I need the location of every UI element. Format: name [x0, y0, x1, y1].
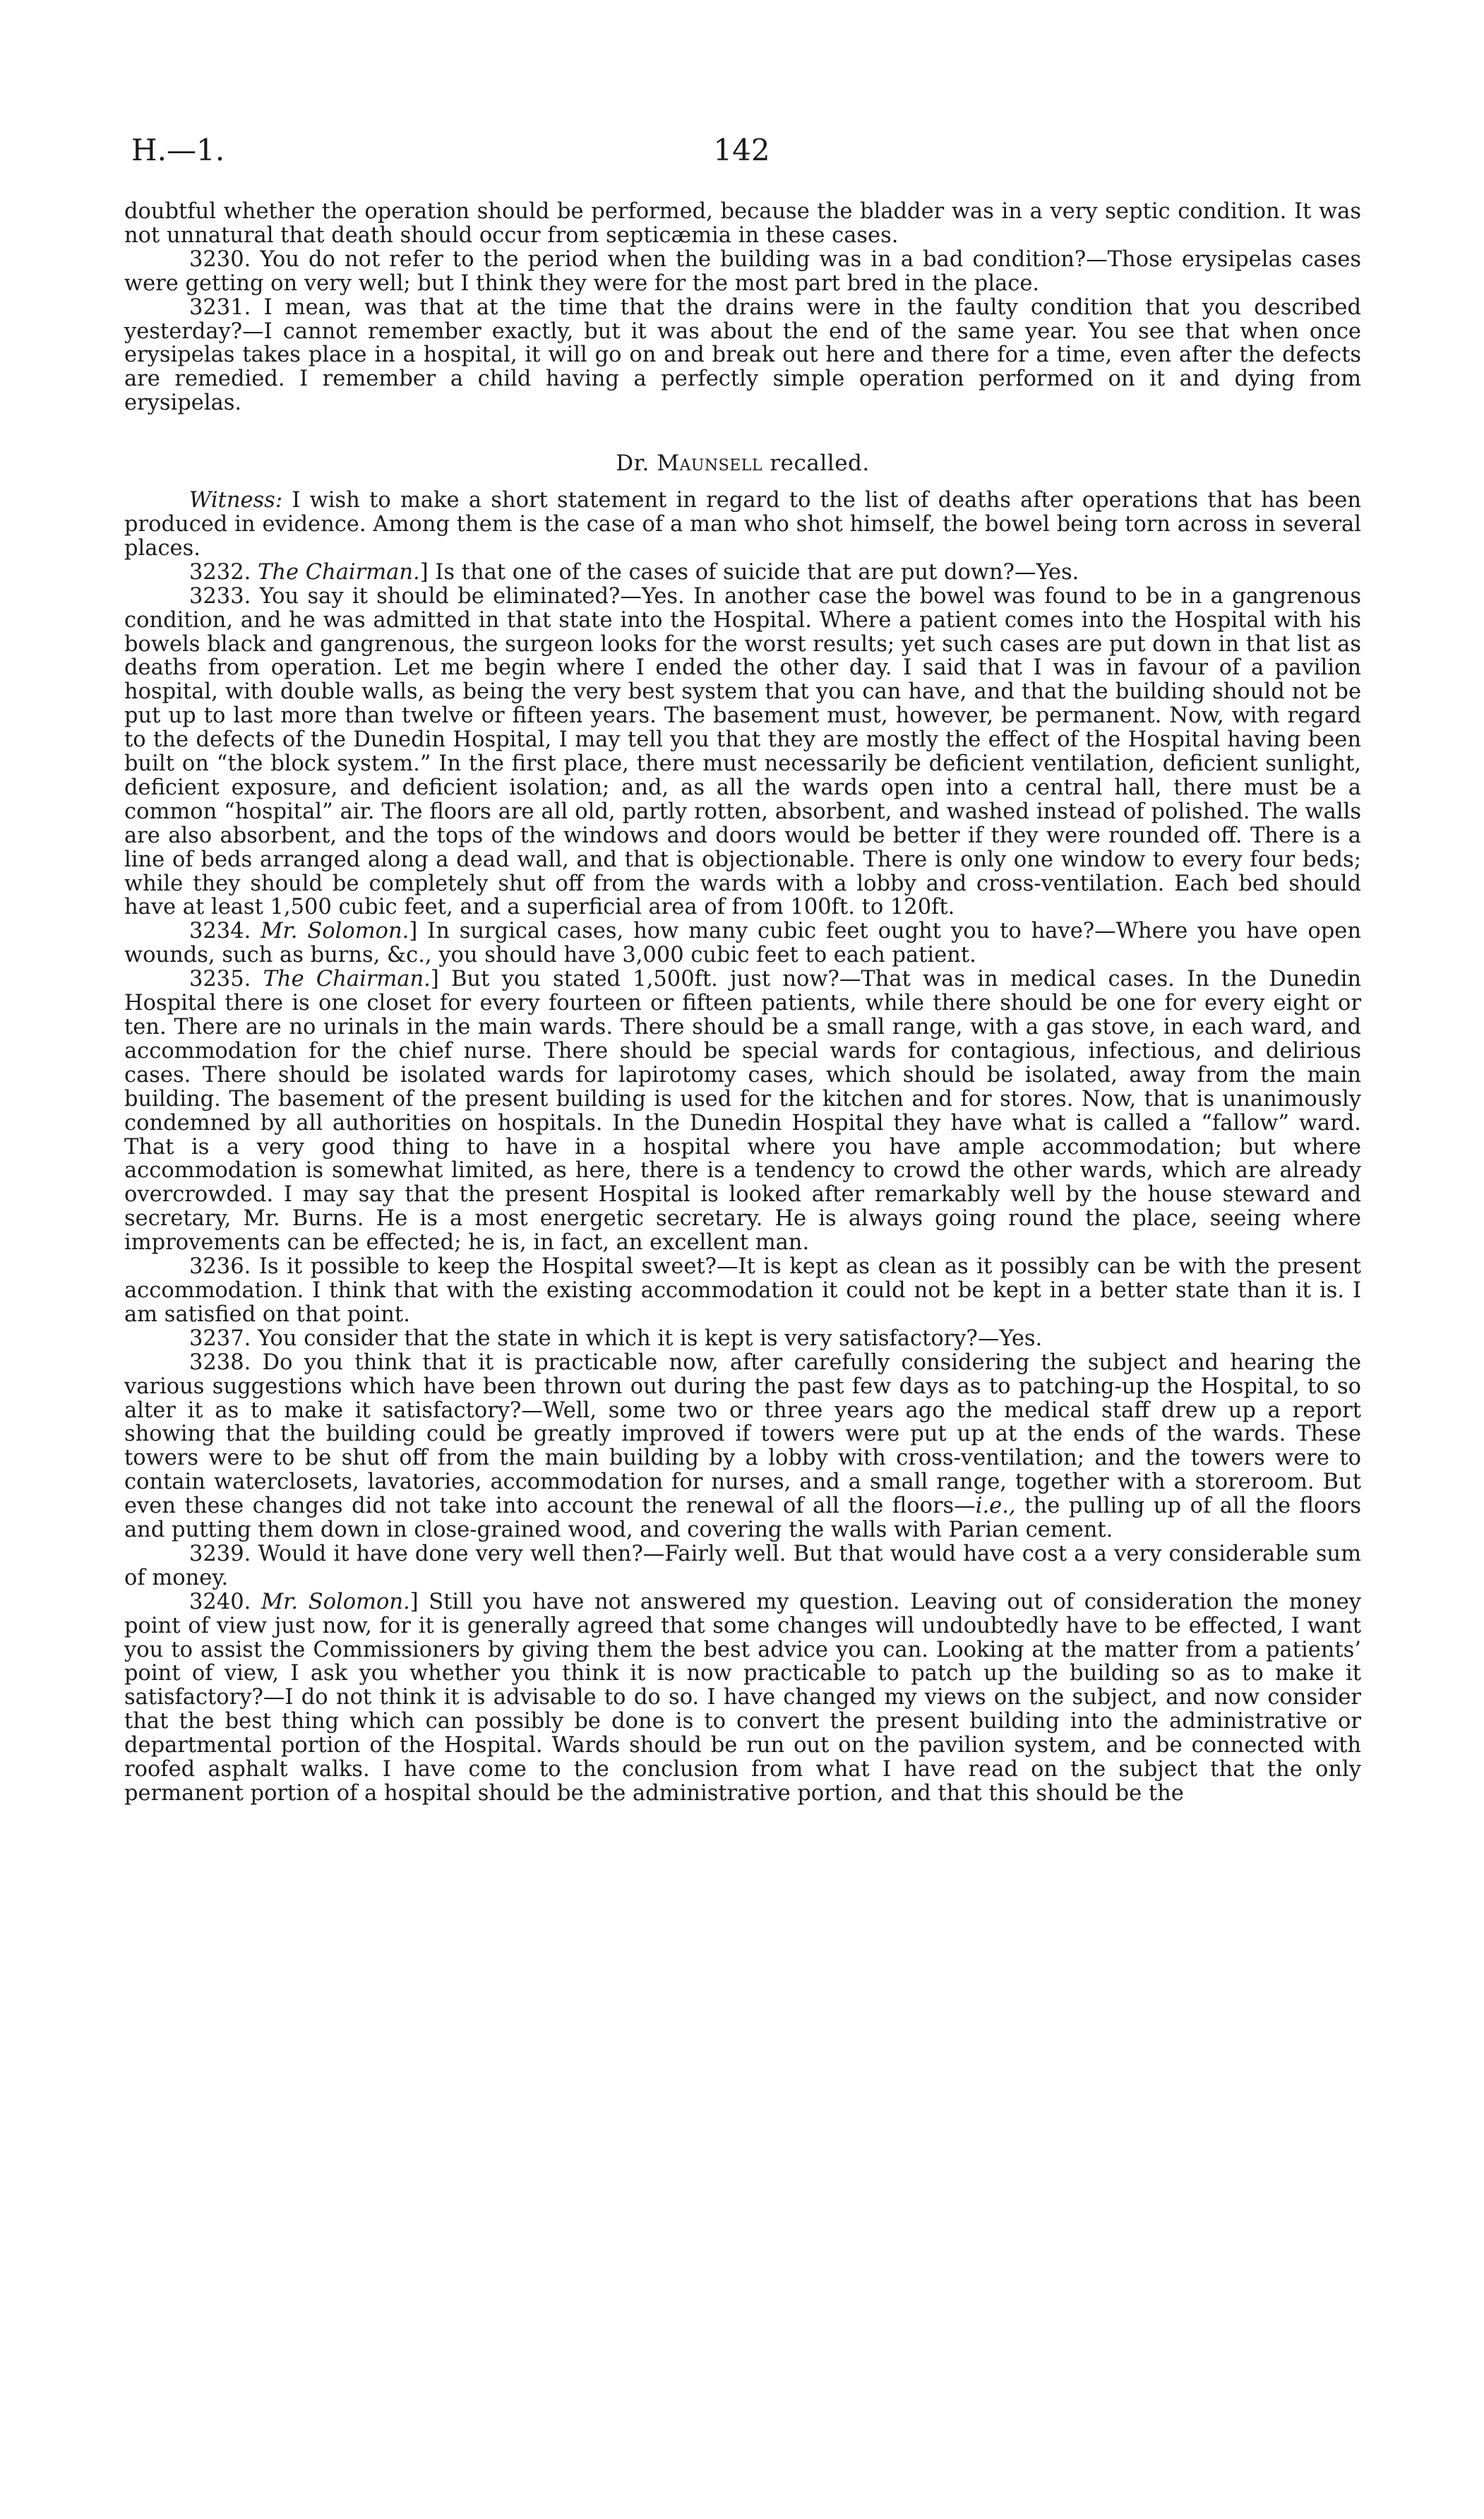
paragraph-3238 — [124, 1351, 1361, 1542]
abbreviation-ie: i.e., — [975, 1494, 1016, 1519]
witness-statement-text: I wish to make a short statement in regard to the list of deaths after operations that has been produced in evidence. Among them is the case of a man who shot himself, the bowel being torn across in several places. — [124, 488, 1361, 561]
question-number: 3240. — [189, 1589, 261, 1614]
speaker-name: The Chairman. — [263, 967, 431, 992]
paragraph-3233: 3233. You say it should be eliminated?—Yes. In another case the bowel was found to be in a gangrenous condition, and he was admitted in that state into the Hospital. Where a patient comes into the Hospital with his bowels black and gangrenous, the surgeon looks for the worst results; yet such cases are put down in that list as deaths from operation. Let me begin where I ended the other day. I said that I was in favour of a pavilion hospital, with double walls, as being the very best system that you can have, and that the building should not be put up to last more than twelve or fifteen years. The basement must, however, be permanent. Now, with regard to the defects of the Dunedin Hospital, I may tell you that they are mostly the effect of the Hospital having been built on “the block system.” In the first place, there must necessarily be deficient ventilation, deficient sunlight, deficient exposure, and deficient isolation; and, as all the wards open into a central hall, there must be a common “hospital” air. The floors are all old, partly rotten, absorbent, and washed instead of polished. The walls are also absorbent, and the tops of the windows and doors would be better if they were rounded off. There is a line of beds arranged along a dead wall, and that is objectionable. There is only one window to every four beds; while they should be completely shut off from the wards with a lobby and cross-ventilation. Each bed should have at least 1,500 cubic feet, and a superficial area of from 100ft. to 120ft. — [124, 583, 1361, 920]
speaker-name: The Chairman. — [258, 559, 420, 585]
paragraph-witness-statement — [124, 489, 1361, 561]
paragraph-continuation: doubtful whether the operation should be performed, because the bladder was in a very septic condition. It was not unnatural that death should occur from septicæmia in these cases. — [124, 199, 1361, 248]
paragraph-3236: 3236. Is it possible to keep the Hospital sweet?—It is kept as clean as it possibly can be with the present accommodation. I think that with the existing accommodation it could not be kept in a better state than it is. I am satisfied on that point. — [124, 1254, 1361, 1327]
paragraph-text: ] Is that one of the cases of suicide that are put down?—Yes. — [419, 559, 1079, 585]
paragraph-3232 — [124, 561, 1361, 585]
body-text — [124, 200, 1361, 1806]
section-heading — [124, 452, 1361, 476]
paragraph-3237: 3237. You consider that the state in which it is kept is very satisfactory?—Yes. — [189, 1326, 1043, 1351]
paragraph-3240 — [124, 1590, 1361, 1806]
paragraph-3239: 3239. Would it have done very well then?—Fairly well. But that would have cost a a very considerable sum of money. — [124, 1541, 1361, 1590]
paragraph-3230: 3230. You do not refer to the period when the building was in a bad condition?—Those erysipelas cases were getting on very well; but I think they were for the most part bred in the place. — [124, 246, 1361, 296]
page-header — [126, 133, 1358, 175]
question-number: 3232. — [189, 559, 258, 585]
page-number: 142 — [713, 133, 770, 167]
question-number: 3234. — [189, 919, 261, 944]
section-heading-suffix: recalled. — [762, 451, 870, 477]
paragraph-3234 — [124, 919, 1361, 967]
paragraph-text-continued: the pulling up of all the floors and putting them down in close-grained wood, and covering the walls with Parian cement. — [124, 1494, 1361, 1543]
document-reference: H.—1. — [131, 133, 225, 167]
question-number: 3235. — [189, 967, 263, 992]
paragraph-text: ] Still you have not answered my question. Leaving out of consideration the money point of view just now, for it is generally agreed that some changes will undoubtedly have to be effected, I want you to assist the Commissioners by giving them the best advice you can. Looking at the matter from a patients’ point of view, I ask you whether you think it is now practicable to patch up the building so as to make it satisfactory?—I do not think it is advisable to do so. I have changed my views on the subject, and now consider that the best thing which can possibly be done is to convert the present building into the administrative or departmental portion of the Hospital. Wards should be run out on the pavilion system, and be connected with roofed asphalt walks. I have come to the conclusion from what I have read on the subject that the only permanent portion of a hospital should be the administrative portion, and that this should be the — [124, 1589, 1361, 1806]
section-heading-prefix: Dr. — [616, 451, 657, 477]
paragraph-text: 3238. Do you think that it is practicable now, after carefully considering the subject and hearing the various suggestions which have been thrown out during the past few days as to patching-up the Hospital, to so alter it as to make it satisfactory?—Well, some two or three years ago the medical staff drew up a report showing that the building could be greatly improved if towers were put up at the ends of the wards. These towers were to be shut off from the main building by a lobby with cross-ventilation; and the towers were to contain waterclosets, lavatories, accommodation for nurses, and a small range, together with a storeroom. But even these changes did not take into account the renewal of all the floors— — [124, 1350, 1361, 1519]
speaker-name: Mr. Solomon. — [261, 1589, 410, 1614]
paragraph-3231: 3231. I mean, was that at the time that the drains were in the faulty condition that you described yesterday?—I cannot remember exactly, but it was about the end of the same year. You see that when once erysipelas takes place in a hospital, it will go on and break out here and there for a time, even after the defects are remedied. I remember a child having a perfectly simple operation performed on it and dying from erysipelas. — [124, 294, 1361, 416]
speaker-name: Mr. Solomon. — [261, 919, 409, 944]
paragraph-text: ] In surgical cases, how many cubic feet ought you to have?—Where you have open wounds, such as burns, &c., you should have 3,000 cubic feet to each patient. — [124, 919, 1361, 968]
paragraph-3235 — [124, 967, 1361, 1255]
witness-label: Witness: — [189, 488, 283, 513]
witness-name: Maunsell — [657, 451, 762, 477]
paragraph-text: ] But you stated 1,500ft. just now?—That was in medical cases. In the Dunedin Hospital there is one closet for every fourteen or fifteen patients, while there should be one for every eight or ten. There are no urinals in the main wards. There should be a small range, with a gas stove, in each ward, and accommodation for the chief nurse. There should be special wards for contagious, infectious, and delirious cases. There should be isolated wards for lapirotomy cases, which should be isolated, away from the main building. The basement of the present building is used for the kitchen and for stores. Now, that is unanimously condemned by all authorities on hospitals. In the Dunedin Hospital they have what is called a “fallow” ward. That is a very good thing to have in a hospital where you have ample accommodation; but where accommodation is somewhat limited, as here, there is a tendency to crowd the other wards, which are already overcrowded. I may say that the present Hospital is looked after remarkably well by the house steward and secretary, Mr. Burns. He is a most energetic secretary. He is always going round the place, seeing where improvements can be effected; he is, in fact, an excellent man. — [124, 967, 1361, 1256]
